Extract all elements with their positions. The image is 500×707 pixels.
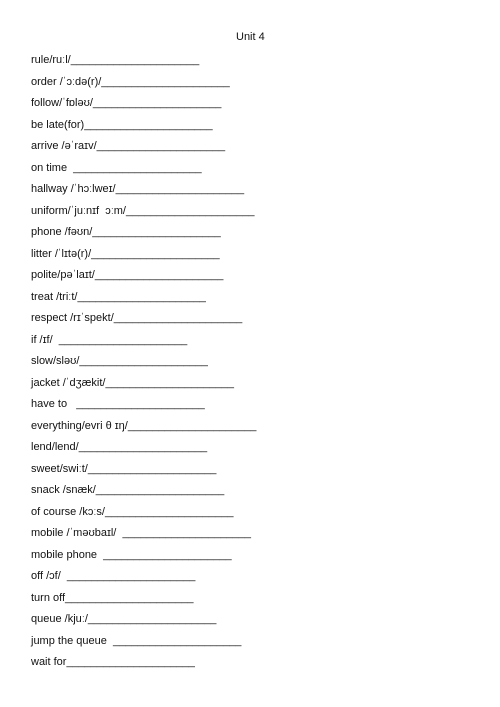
vocab-item-slow: slow/sləʊ/_____________________ (31, 355, 208, 367)
vocab-item-snack: snack /snæk/_____________________ (31, 484, 225, 496)
vocab-item-litter: litter /ˈlɪtə(r)/_____________________ (31, 247, 220, 260)
vocab-item-respect: respect /rɪˈspekt/_____________________ (31, 312, 243, 324)
vocabulary-list (31, 53, 256, 677)
vocab-item-queue: queue /kjuː/_____________________ (31, 613, 217, 625)
vocab-item-jump-the-queue: jump the queue _____________________ (31, 634, 242, 647)
vocab-item-be-late: be late(for)_____________________ (31, 118, 213, 131)
vocab-item-have-to: have to _____________________ (31, 398, 205, 410)
vocab-item-polite: polite/pəˈlaɪt/_____________________ (31, 269, 224, 281)
vocab-item-everything: everything/evri θ ɪŋ/_____________________ (31, 419, 257, 432)
vocab-item-of-course: of course /kɔːs/_____________________ (31, 505, 234, 518)
vocab-item-if: if /ɪf/ _____________________ (31, 333, 188, 346)
vocab-item-treat: treat /triːt/_____________________ (31, 290, 206, 303)
vocab-item-jacket: jacket /ˈdʒækit/_____________________ (31, 376, 234, 389)
vocab-item-hallway: hallway /ˈhɔːlweɪ/_____________________ (31, 183, 245, 195)
vocab-item-rule: rule/ruːl/_____________________ (31, 54, 200, 66)
vocab-item-lend: lend/lend/_____________________ (31, 441, 208, 453)
vocab-item-mobile-phone: mobile phone _____________________ (31, 548, 232, 561)
vocab-item-arrive: arrive /əˈraɪv/_____________________ (31, 140, 226, 152)
vocab-item-order: order /ˈɔːdə(r)/_____________________ (31, 75, 230, 88)
vocab-item-turn-off: turn off_____________________ (31, 591, 194, 604)
vocab-item-wait-for: wait for_____________________ (31, 656, 195, 668)
vocab-item-sweet: sweet/swiːt/_____________________ (31, 462, 217, 475)
vocab-item-on-time: on time _____________________ (31, 161, 202, 174)
vocab-item-phone: phone /fəʊn/_____________________ (31, 226, 221, 238)
vocab-item-uniform: uniform/ˈjuːnɪf ɔːm/_____________________ (31, 204, 255, 217)
vocab-item-off: off /ɔf/ _____________________ (31, 570, 196, 582)
page-title: Unit 4 (236, 31, 265, 43)
vocab-item-follow: follow/ˈfɒləʊ/_____________________ (31, 97, 222, 109)
vocab-item-mobile: mobile /ˈməʊbaɪl/ _____________________ (31, 527, 251, 539)
